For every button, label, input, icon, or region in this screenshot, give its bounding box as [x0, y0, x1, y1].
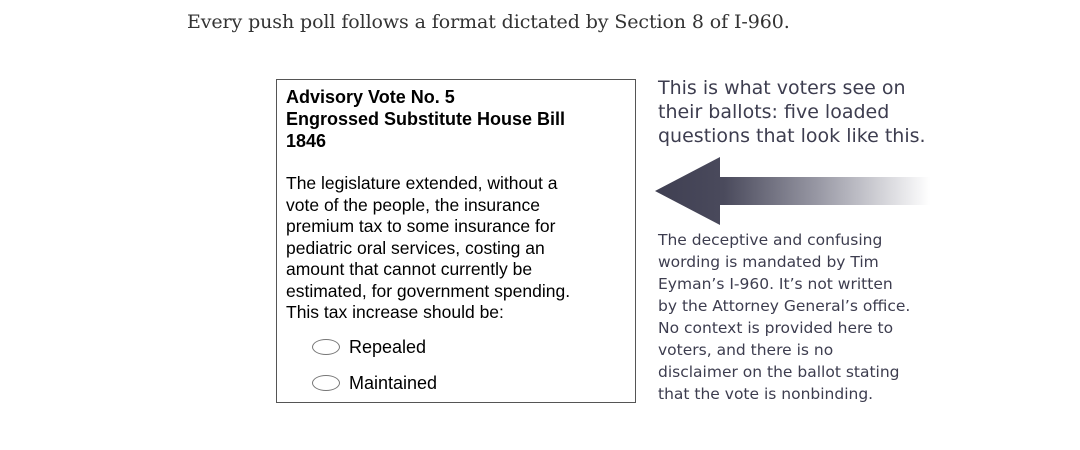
ballot-title-line: Advisory Vote No. 5 [286, 87, 455, 107]
ballot-oval-icon[interactable] [312, 375, 340, 391]
callout-heading [658, 76, 926, 148]
callout-explanation-line: by the Attorney General’s office. [658, 297, 911, 315]
ballot-title-line: 1846 [286, 131, 327, 151]
ballot-question-line: pediatric oral services, costing an [286, 237, 545, 258]
callout-explanation-line: wording is mandated by Tim [658, 253, 879, 271]
callout-heading-line: their ballots: five loaded [658, 101, 890, 123]
ballot-question-line: The legislature extended, without a [286, 173, 558, 193]
ballot-question-line: This tax increase should be: [286, 302, 504, 322]
left-arrow-icon [655, 156, 930, 226]
ballot-question-line: premium tax to some insurance for [286, 216, 556, 236]
ballot-question-line: amount that cannot currently be [286, 259, 533, 279]
callout-explanation-line: No context is provided here to [658, 319, 894, 337]
ballot-question [286, 173, 626, 324]
ballot-option-repealed[interactable] [312, 335, 426, 359]
ballot-sample [276, 79, 636, 403]
callout-explanation-line: Eyman’s I-960. It’s not written [658, 275, 893, 293]
callout-explanation-line: disclaimer on the ballot stating [658, 363, 900, 381]
callout-heading-line: This is what voters see on [658, 77, 906, 99]
ballot-oval-icon[interactable] [312, 339, 340, 355]
ballot-option-label: Maintained [349, 372, 438, 393]
ballot-question-line: estimated, for government spending. [286, 280, 571, 301]
callout-explanation [658, 229, 910, 405]
ballot-title [286, 86, 616, 152]
callout-explanation-line: The deceptive and confusing [658, 231, 883, 249]
callout-explanation-line: voters, and there is no [658, 341, 834, 359]
callout-heading-line: questions that look like this. [658, 125, 926, 147]
ballot-option-maintained[interactable] [312, 371, 437, 395]
callout-explanation-line: that the vote is nonbinding. [658, 385, 874, 403]
intro-sentence: Every push poll follows a format dictated by Section 8 of I-960. [187, 11, 790, 33]
ballot-option-label: Repealed [349, 336, 427, 357]
ballot-question-line: vote of the people, the insurance [286, 194, 540, 215]
ballot-title-line: Engrossed Substitute House Bill [286, 109, 566, 129]
